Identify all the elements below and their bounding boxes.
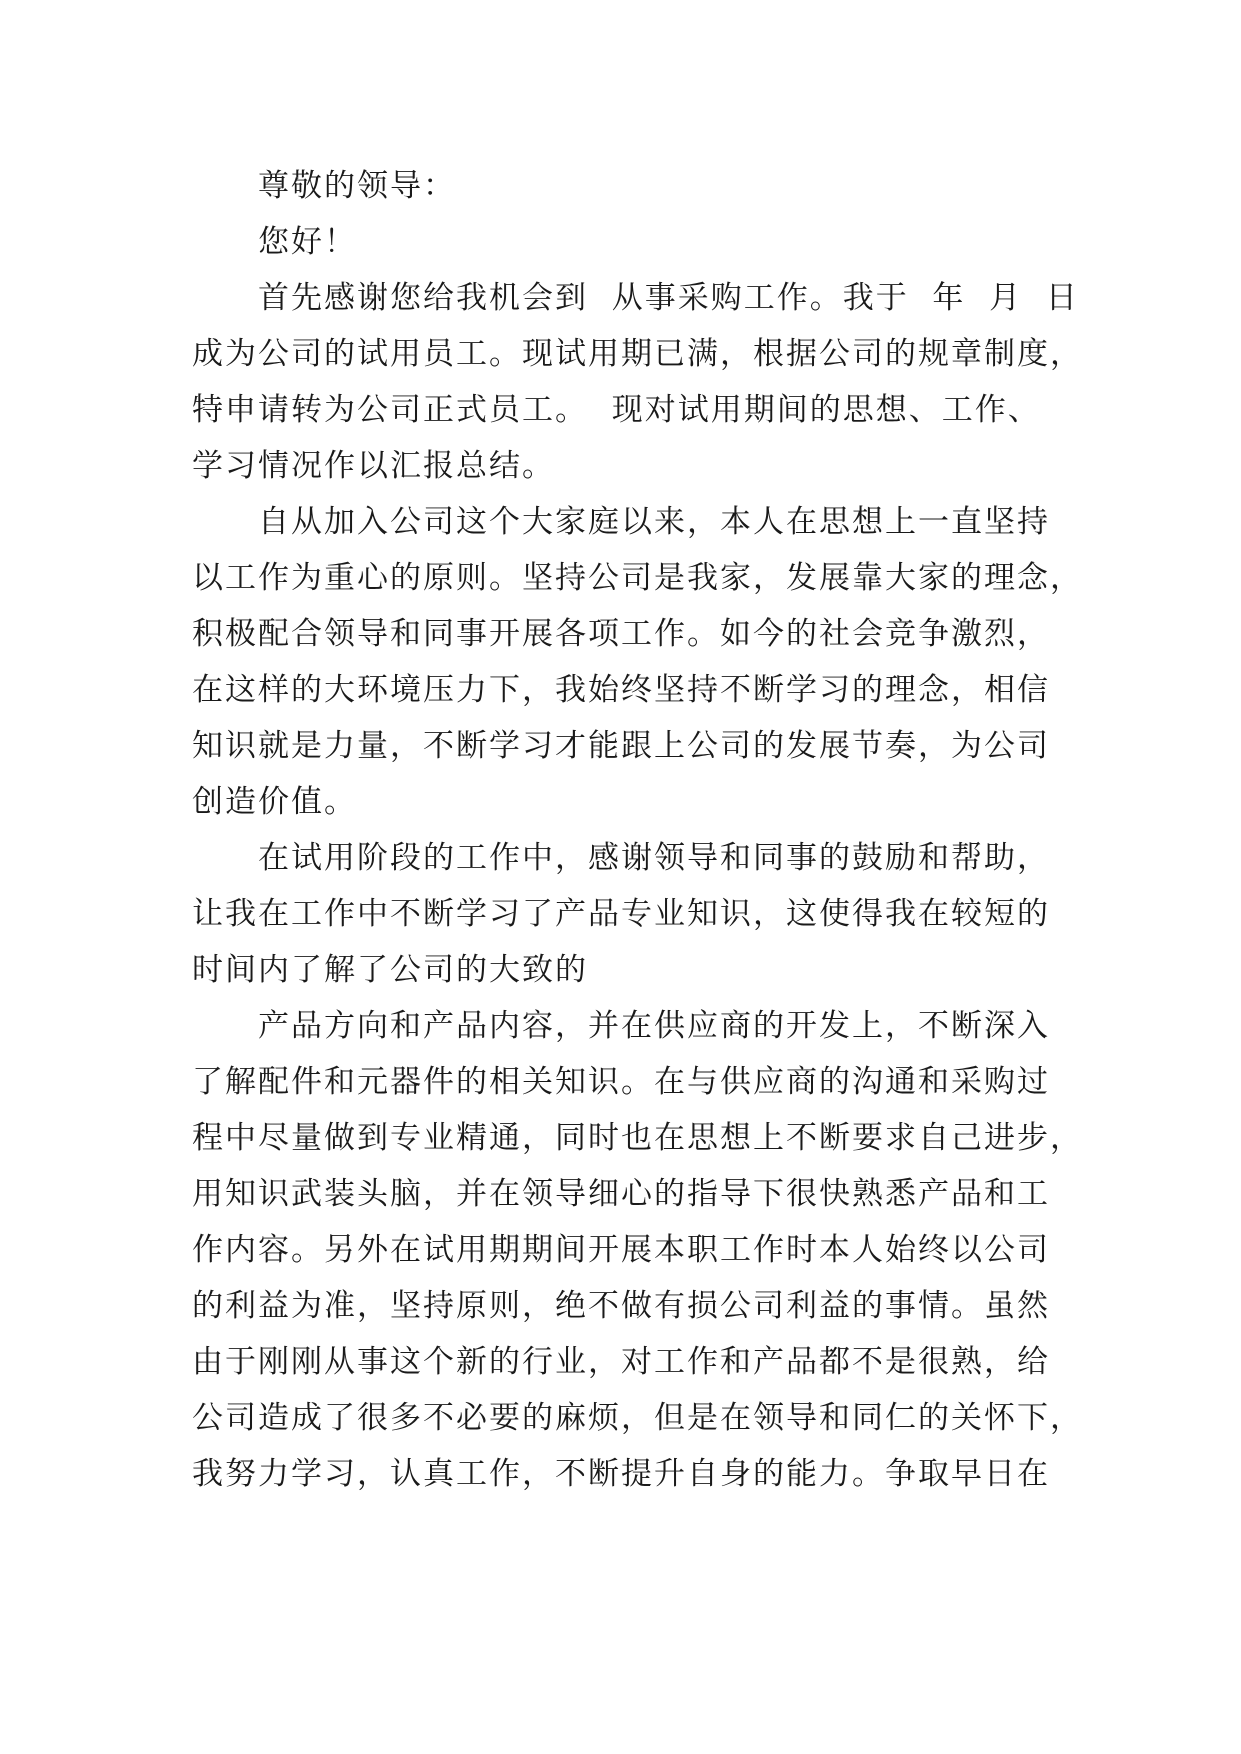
paragraph-1-line-4: 学习情况作以汇报总结。 (192, 448, 555, 484)
paragraph-2-line-2: 以工作为重心的原则。坚持公司是我家，发展靠大家的理念， (192, 560, 1083, 596)
paragraph-2-line-1: 自从加入公司这个大家庭以来，本人在思想上一直坚持 (258, 504, 1050, 540)
paragraph-4-line-9: 我努力学习，认真工作，不断提升自身的能力。争取早日在 (192, 1456, 1050, 1492)
paragraph-2-line-6: 创造价值。 (192, 784, 357, 820)
paragraph-2-line-4: 在这样的大环境压力下，我始终坚持不断学习的理念，相信 (192, 672, 1050, 708)
paragraph-4-line-1: 产品方向和产品内容，并在供应商的开发上，不断深入 (258, 1008, 1050, 1044)
greeting: 您好！ (258, 224, 357, 260)
paragraph-1-line-2: 成为公司的试用员工。现试用期已满，根据公司的规章制度， (192, 336, 1083, 372)
letter-body (192, 158, 1083, 1502)
paragraph-3-line-1: 在试用阶段的工作中，感谢领导和同事的鼓励和帮助， (258, 840, 1050, 876)
paragraph-4-line-7: 由于刚刚从事这个新的行业，对工作和产品都不是很熟，给 (192, 1344, 1050, 1380)
paragraph-4-line-4: 用知识武装头脑，并在领导细心的指导下很快熟悉产品和工 (192, 1176, 1050, 1212)
paragraph-2-line-3: 积极配合领导和同事开展各项工作。如今的社会竞争激烈， (192, 616, 1050, 652)
salutation: 尊敬的领导： (258, 168, 456, 204)
paragraph-4-line-8: 公司造成了很多不必要的麻烦，但是在领导和同仁的关怀下， (192, 1400, 1083, 1436)
paragraph-1-line-1: 首先感谢您给我机会到 从事采购工作。我于 年 月 日 (258, 280, 1079, 316)
paragraph-3-line-3: 时间内了解了公司的大致的 (192, 952, 588, 988)
paragraph-1-line-3: 特申请转为公司正式员工。 现对试用期间的思想、工作、 (192, 392, 1041, 428)
paragraph-4-line-5: 作内容。另外在试用期期间开展本职工作时本人始终以公司 (192, 1232, 1050, 1268)
paragraph-3-line-2: 让我在工作中不断学习了产品专业知识，这使得我在较短的 (192, 896, 1050, 932)
paragraph-4-line-2: 了解配件和元器件的相关知识。在与供应商的沟通和采购过 (192, 1064, 1050, 1100)
paragraph-4-line-6: 的利益为准，坚持原则，绝不做有损公司利益的事情。虽然 (192, 1288, 1050, 1324)
paragraph-2-line-5: 知识就是力量，不断学习才能跟上公司的发展节奏，为公司 (192, 728, 1050, 764)
paragraph-4-line-3: 程中尽量做到专业精通，同时也在思想上不断要求自己进步， (192, 1120, 1083, 1156)
